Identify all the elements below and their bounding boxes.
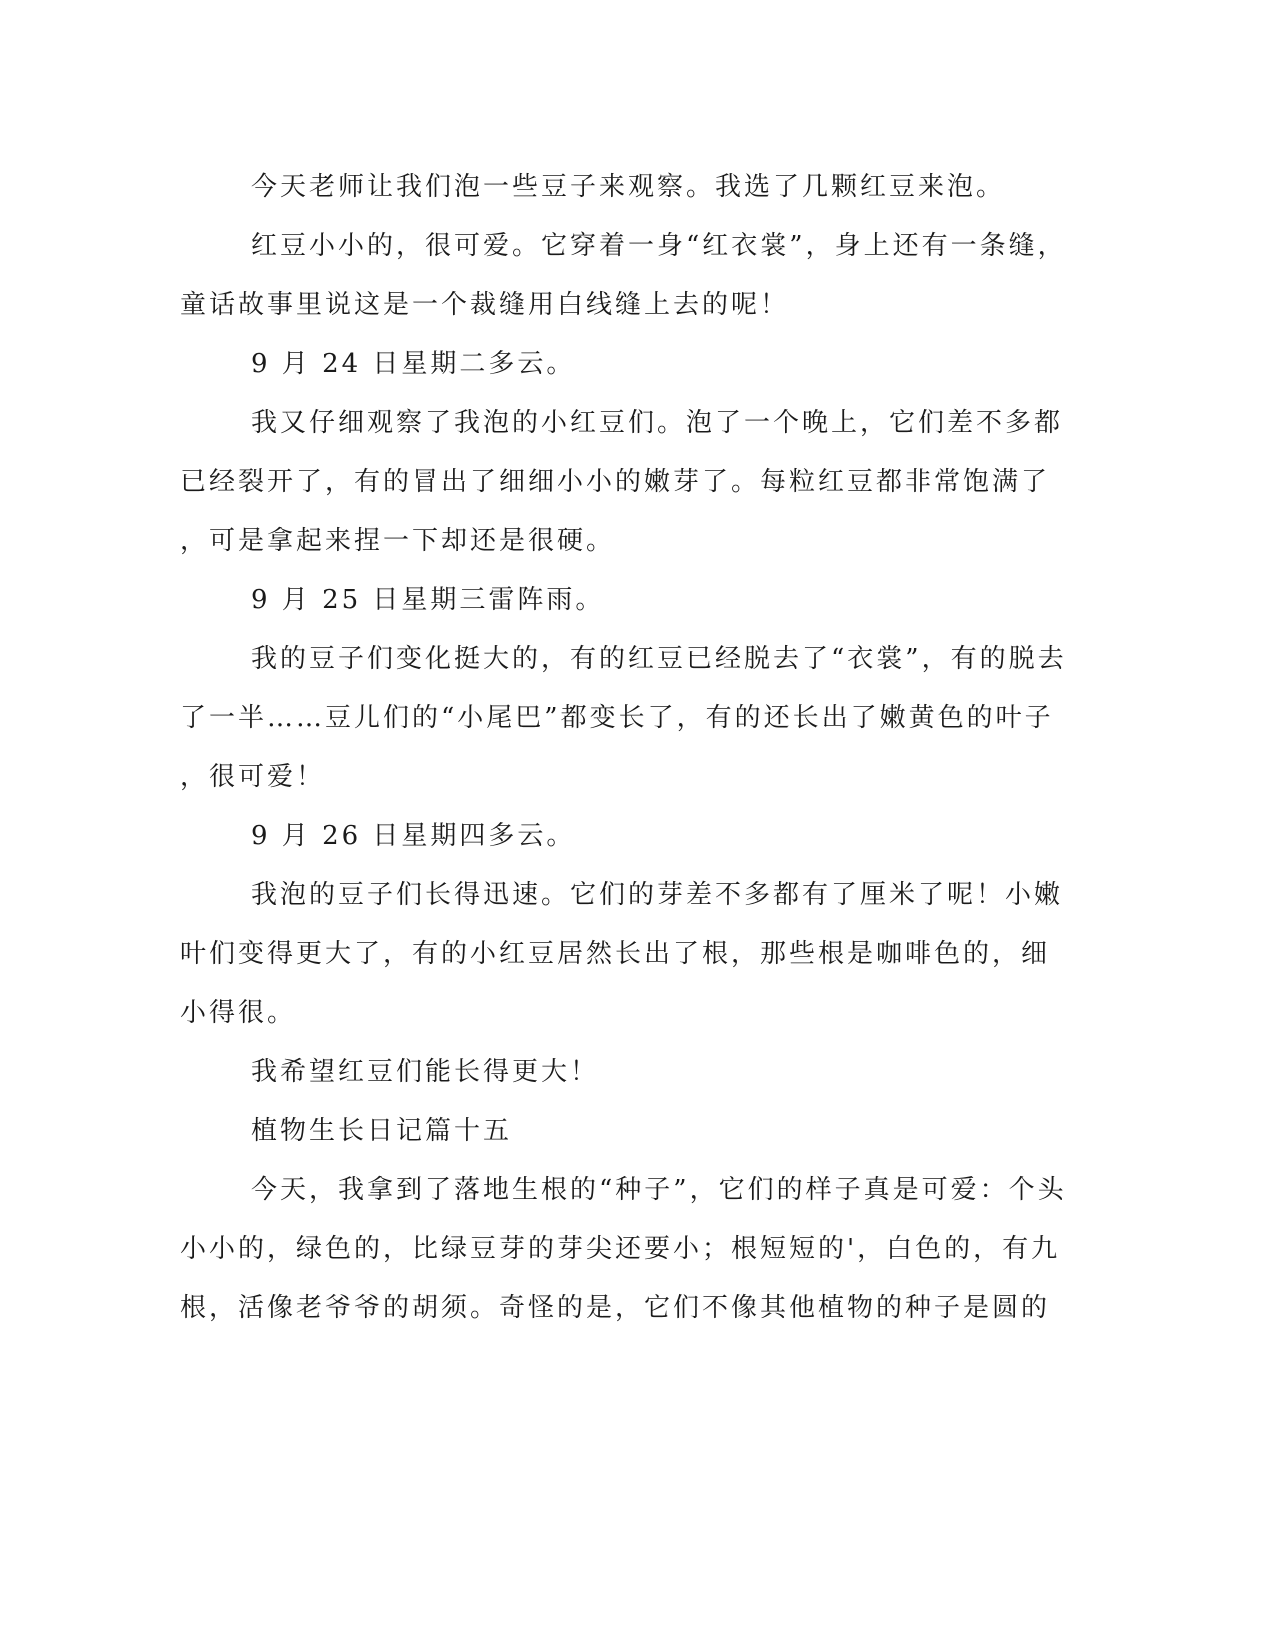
text-line: 了一半……豆儿们的“小尾巴”都变长了，有的还长出了嫩黄色的叶子 [180, 703, 1054, 733]
date-line: 9 月 24 日星期二多云。 [251, 349, 576, 379]
text-line: 叶们变得更大了，有的小红豆居然长出了根，那些根是咖啡色的，细 [180, 939, 1051, 969]
diary-text [180, 158, 1067, 1338]
text-line: 我的豆子们变化挺大的，有的红豆已经脱去了“衣裳”，有的脱去 [251, 644, 1067, 674]
section-heading: 植物生长日记篇十五 [251, 1116, 513, 1146]
text-line: ，可是拿起来捏一下却还是很硬。 [180, 526, 616, 556]
text-line: 我泡的豆子们长得迅速。它们的芽差不多都有了厘米了呢！小嫩 [251, 880, 1064, 910]
text-line: 根，活像老爷爷的胡须。奇怪的是，它们不像其他植物的种子是圆的 [180, 1293, 1051, 1323]
date-line: 9 月 25 日星期三雷阵雨。 [251, 585, 605, 615]
date-line: 9 月 26 日星期四多云。 [251, 821, 576, 851]
text-line: 今天老师让我们泡一些豆子来观察。我选了几颗红豆来泡。 [251, 172, 1006, 202]
text-line: 我希望红豆们能长得更大！ [251, 1057, 600, 1087]
text-line: 已经裂开了，有的冒出了细细小小的嫩芽了。每粒红豆都非常饱满了 [180, 467, 1051, 497]
text-line: 小小的，绿色的，比绿豆芽的芽尖还要小；根短短的'，白色的，有九 [180, 1234, 1061, 1264]
text-line: 童话故事里说这是一个裁缝用白线缝上去的呢！ [180, 290, 790, 320]
text-line: 小得很。 [180, 998, 297, 1028]
text-line: ，很可爱！ [180, 762, 326, 792]
text-line: 今天，我拿到了落地生根的“种子”，它们的样子真是可爱：个头 [251, 1175, 1067, 1205]
text-line: 红豆小小的，很可爱。它穿着一身“红衣裳”，身上还有一条缝， [251, 231, 1067, 261]
text-line: 我又仔细观察了我泡的小红豆们。泡了一个晚上，它们差不多都 [251, 408, 1064, 438]
